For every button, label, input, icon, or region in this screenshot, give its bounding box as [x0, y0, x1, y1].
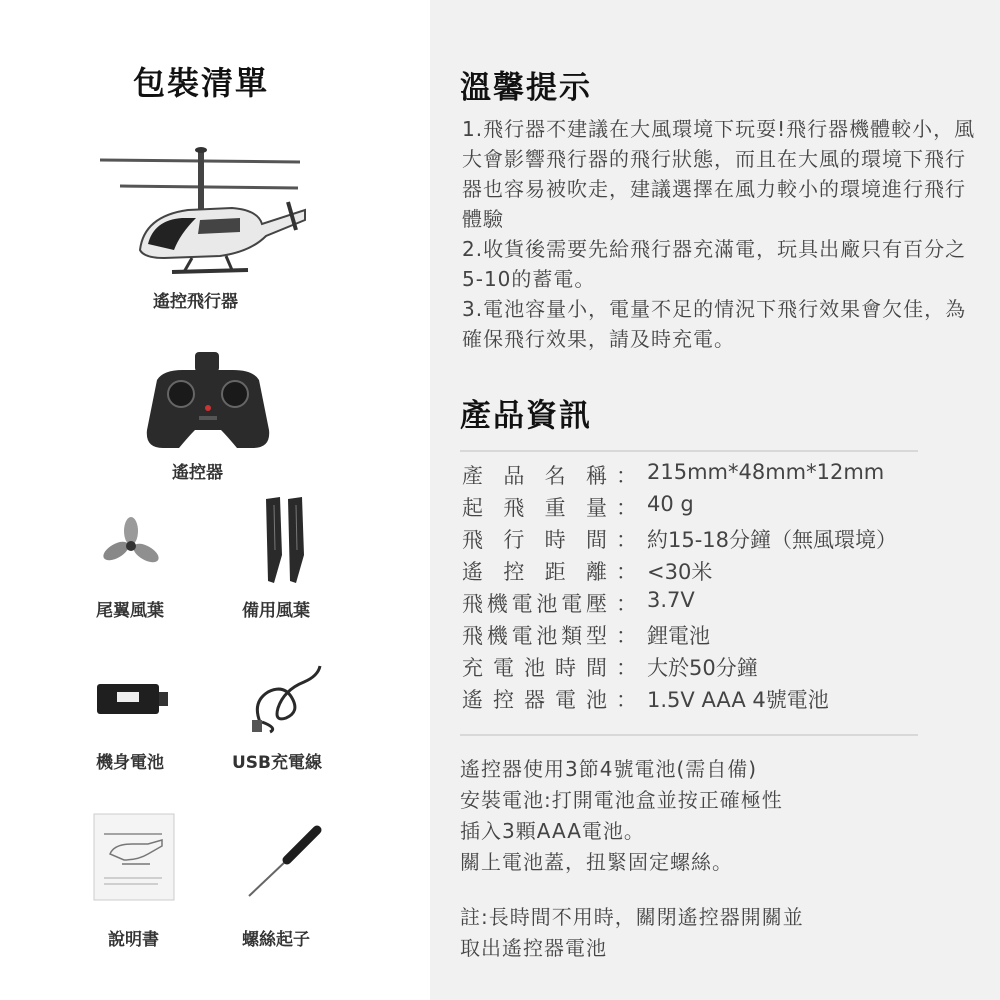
battery-line: 關上電池蓋，扭緊固定螺絲。 — [460, 850, 733, 874]
tip-3: 3.電池容量小，電量不足的情況下飛行效果會欠佳，為確保飛行效果，請及時充電。 — [462, 297, 967, 351]
spec-colon: ： — [616, 528, 637, 552]
spec-value: 215mm*48mm*12mm — [647, 460, 885, 484]
item-label-controller: 遙控器 — [172, 463, 223, 483]
battery-line: 遙控器使用3節4號電池(需自備) — [460, 757, 758, 781]
battery-line: 安裝電池:打開電池盒並按正確極性 — [460, 788, 783, 812]
screwdriver-icon — [245, 822, 325, 900]
item-label-battery: 機身電池 — [96, 753, 164, 773]
spec-label: 飛 行 時 間 — [462, 528, 607, 552]
item-label-screwdriver: 螺絲起子 — [242, 930, 310, 950]
item-label-tail-propeller: 尾翼風葉 — [96, 601, 164, 621]
spare-blades-icon — [260, 495, 310, 585]
spec-colon: ： — [616, 496, 637, 520]
helicopter-icon — [100, 140, 310, 280]
product-info-title: 產品資訊 — [460, 398, 592, 434]
note-line: 註:長時間不用時，關閉遙控器開關並 — [460, 905, 804, 929]
spec-label: 充 電 池 時 間 — [462, 656, 607, 680]
battery-note — [460, 902, 804, 964]
tips-body — [462, 114, 982, 354]
item-label-manual: 說明書 — [108, 930, 159, 950]
spec-label: 飛 機 電 池 電 壓 — [462, 592, 607, 616]
tip-1: 1.飛行器不建議在大風環境下玩耍!飛行器機體較小，風大會影響飛行器的飛行狀態，而且在大風的環境下飛行器也容易被吹走，建議選擇在風力較小的環境進行飛行體驗 — [462, 117, 976, 231]
manual-icon — [92, 812, 178, 902]
spec-colon: ： — [616, 560, 637, 584]
spec-value: 3.7V — [647, 588, 695, 612]
spec-colon: ： — [616, 688, 637, 712]
controller-icon — [143, 350, 273, 450]
tail-propeller-icon — [100, 515, 162, 577]
spec-colon: ： — [616, 656, 637, 680]
package-list-title: 包裝清單 — [133, 64, 270, 102]
battery-instructions — [460, 754, 783, 878]
spec-label: 產 品 名 稱 — [462, 464, 607, 488]
battery-line: 插入3顆AAA電池。 — [460, 819, 645, 843]
divider-bottom — [460, 734, 918, 736]
item-label-helicopter: 遙控飛行器 — [153, 292, 238, 312]
spec-colon: ： — [616, 592, 637, 616]
note-line: 取出遙控器電池 — [460, 936, 607, 960]
spec-label: 遙 控 器 電 池 — [462, 688, 607, 712]
spec-label: 飛 機 電 池 類 型 — [462, 624, 607, 648]
spec-value: 大於50分鐘 — [647, 656, 758, 680]
spec-label: 起 飛 重 量 — [462, 496, 607, 520]
spec-value: 40 g — [647, 492, 694, 516]
tip-2: 2.收貨後需要先給飛行器充滿電，玩具出廠只有百分之5-10的蓄電。 — [462, 237, 967, 291]
divider-top — [460, 450, 918, 452]
spec-value: <30米 — [647, 560, 713, 584]
spec-colon: ： — [616, 464, 637, 488]
spec-colon: ： — [616, 624, 637, 648]
spec-value: 約15-18分鐘（無風環境） — [647, 528, 898, 552]
battery-icon — [95, 678, 170, 718]
spec-value: 1.5V AAA 4號電池 — [647, 688, 829, 712]
item-label-usb-cable: USB充電線 — [232, 753, 323, 773]
spec-value: 鋰電池 — [647, 624, 710, 648]
tips-title: 溫馨提示 — [460, 70, 592, 106]
spec-label: 遙 控 距 離 — [462, 560, 607, 584]
item-label-spare-blades: 備用風葉 — [242, 601, 310, 621]
usb-cable-icon — [248, 662, 328, 734]
